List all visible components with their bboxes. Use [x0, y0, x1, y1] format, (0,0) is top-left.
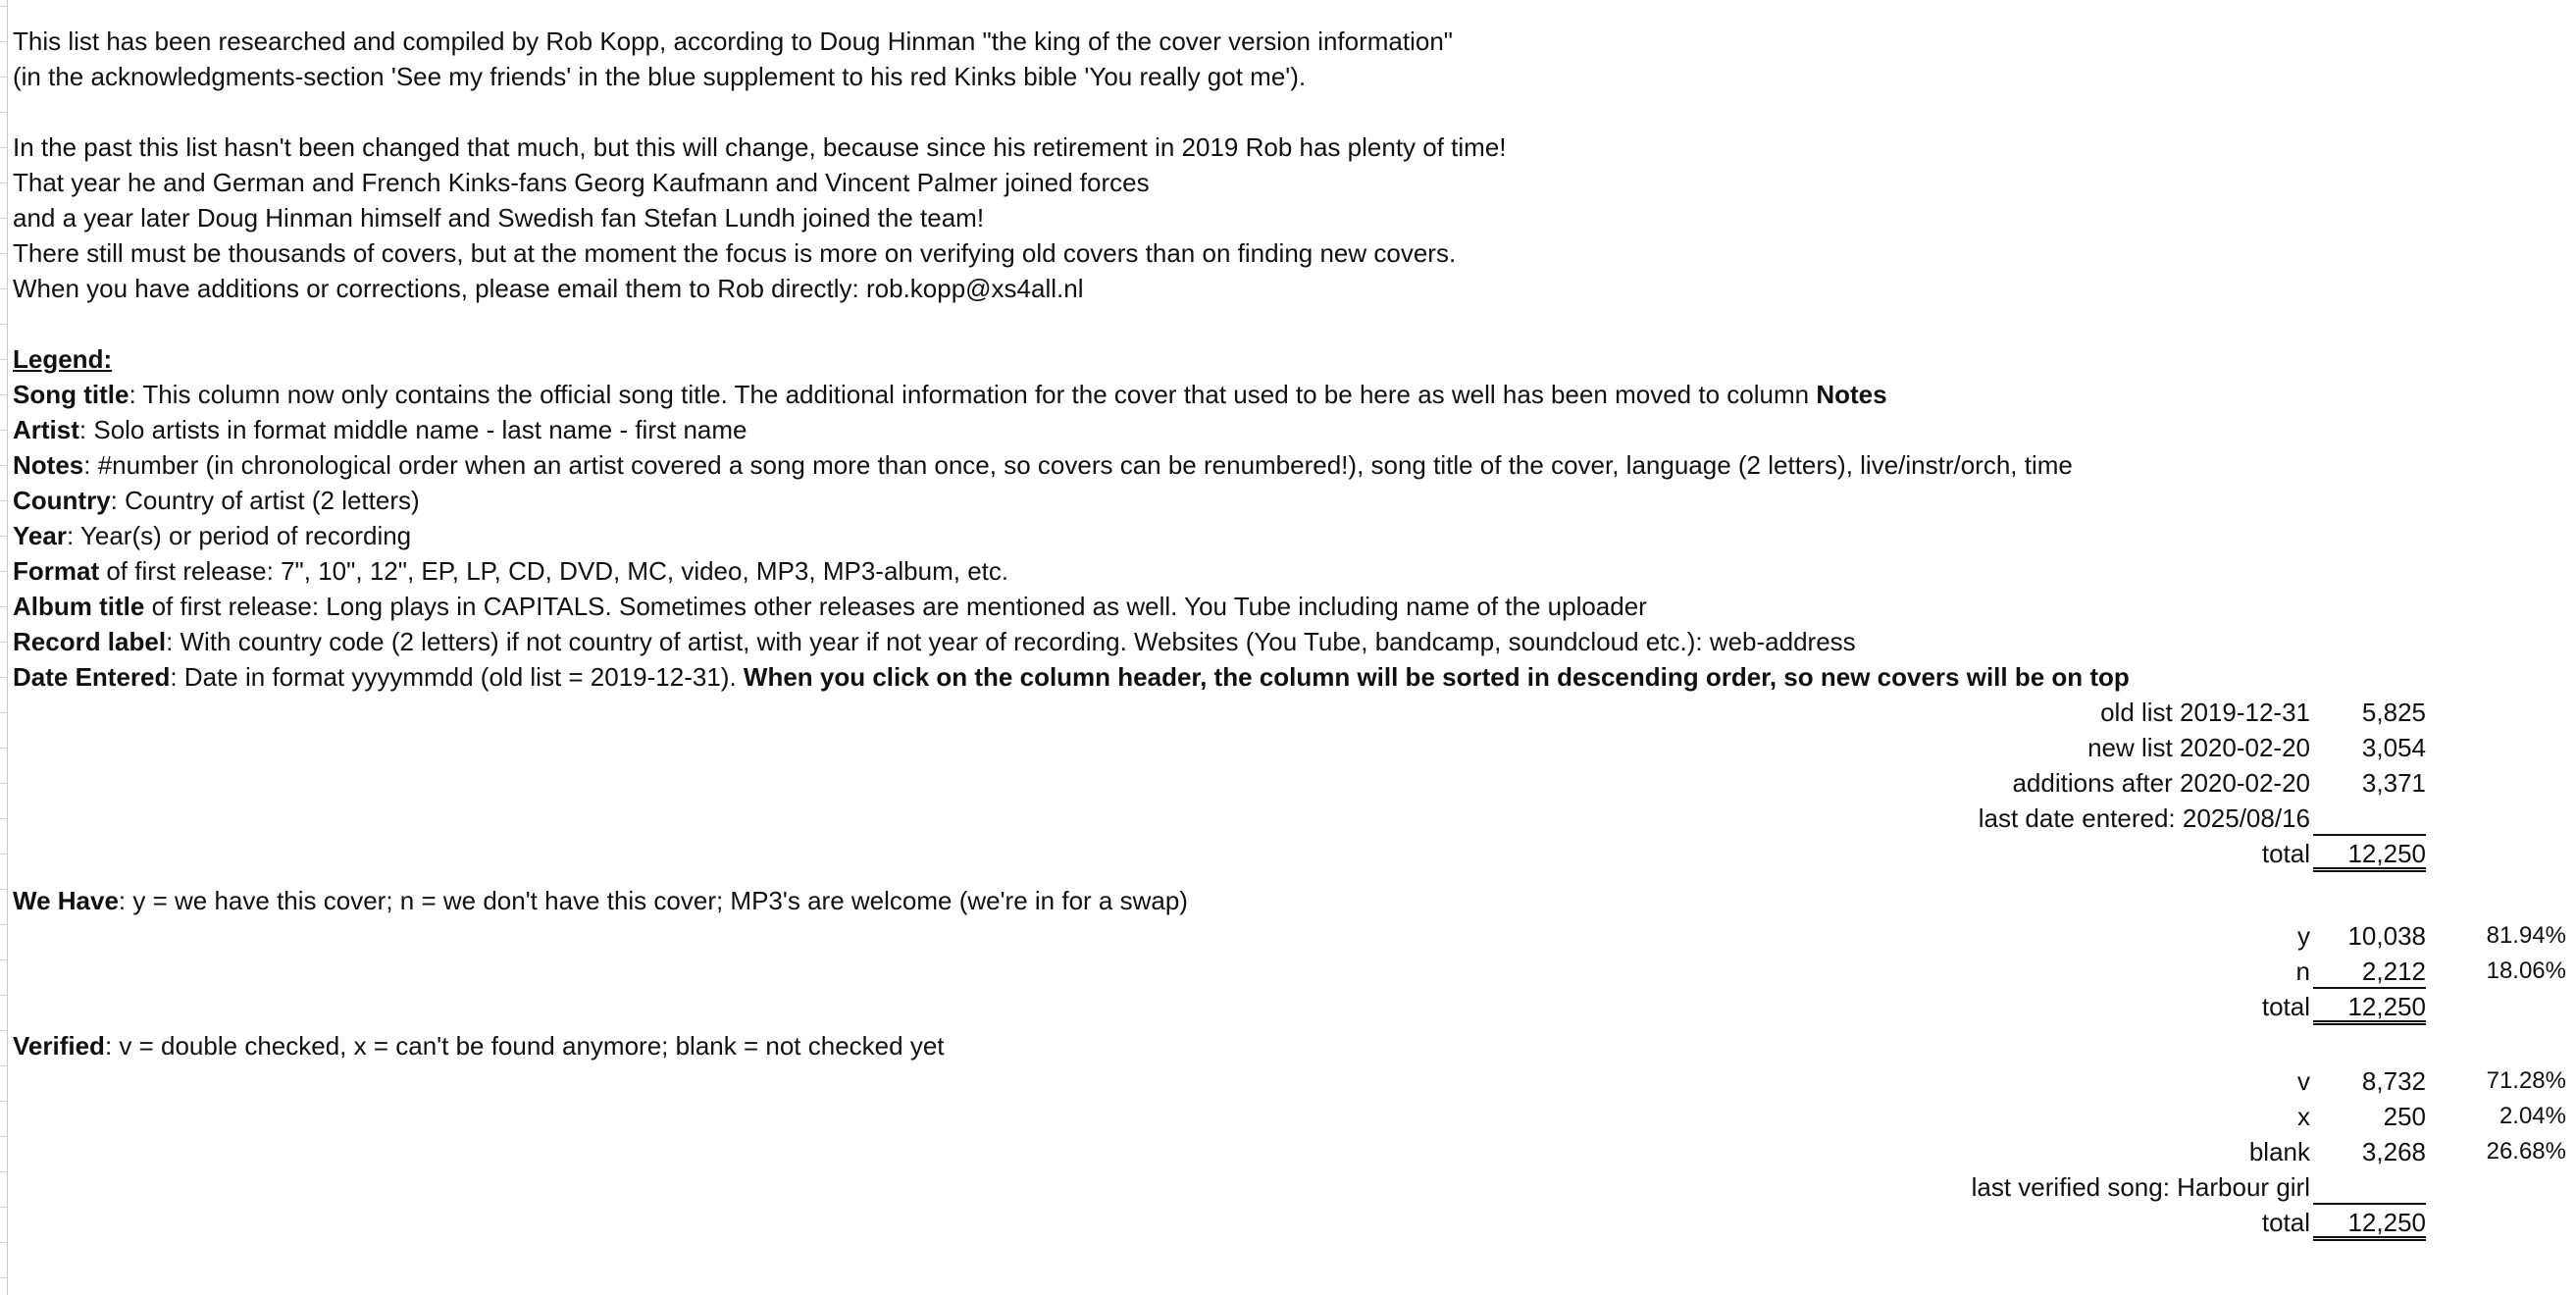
legend-song-title[interactable] [13, 377, 1887, 412]
row-gridline [0, 606, 8, 607]
row-gridline [0, 854, 8, 855]
legend-year[interactable] [13, 518, 411, 553]
old-list-value[interactable]: 5,825 [2361, 698, 2426, 727]
verified-total-label[interactable]: total [2261, 1208, 2310, 1237]
new-list-label[interactable]: new list 2020-02-20 [2087, 733, 2310, 762]
legend-heading[interactable]: Legend: [13, 344, 113, 374]
legend-artist-label: Artist [13, 415, 79, 444]
subtotal-underline[interactable] [2313, 801, 2426, 836]
row-gridline [0, 1136, 8, 1137]
legend-record-label[interactable] [13, 624, 1856, 659]
legend-country-label: Country [13, 486, 111, 515]
row-gridline [0, 818, 8, 819]
row-gridline [0, 253, 8, 254]
legend-date-entered[interactable] [13, 659, 2130, 695]
verified-x-percent[interactable]: 2.04% [2499, 1103, 2566, 1129]
row-gridline [0, 41, 8, 42]
counts-total-label[interactable]: total [2261, 839, 2310, 868]
verified-blank-value[interactable]: 3,268 [2361, 1137, 2426, 1166]
verified-v-label[interactable]: v [2297, 1066, 2310, 1096]
verified-label: Verified [13, 1031, 105, 1061]
legend-record-label-label: Record label [13, 627, 167, 656]
row-gridline [0, 77, 8, 78]
row-gridline [0, 359, 8, 360]
legend-notes[interactable] [13, 447, 2073, 483]
row-gridline [0, 218, 8, 219]
legend-artist-text: : Solo artists in format middle name - last name - first name [78, 415, 747, 444]
verified-text: : v = double checked, x = can't be found anymore; blank = not checked yet [104, 1031, 945, 1061]
legend-format[interactable] [13, 553, 1008, 589]
we-have-label: We Have [13, 886, 119, 915]
we-have-description[interactable] [13, 883, 1188, 918]
row-gridline [0, 500, 8, 501]
legend-song-title-label: Song title [13, 380, 129, 409]
legend-format-label: Format [13, 556, 100, 586]
row-gridline [0, 642, 8, 643]
legend-country-text: : Country of artist (2 letters) [110, 486, 420, 515]
verified-blank-label[interactable]: blank [2248, 1137, 2310, 1166]
verified-subtotal-underline[interactable] [2313, 1169, 2426, 1205]
row-gridline [0, 6, 8, 7]
legend-year-text: : Year(s) or period of recording [66, 521, 412, 550]
we-have-n-label[interactable]: n [2295, 957, 2310, 986]
intro-line-2[interactable]: (in the acknowledgments-section 'See my friends' in the blue supplement to his red Kinks bible 'You really got me'). [13, 62, 1307, 91]
last-verified-song[interactable]: last verified song: Harbour girl [1971, 1172, 2310, 1202]
row-gridline [0, 1171, 8, 1172]
intro-line-5[interactable]: and a year later Doug Hinman himself and Swedish fan Stefan Lundh joined the team! [13, 203, 985, 233]
intro-line-6[interactable]: There still must be thousands of covers, but at the moment the focus is more on verifying old covers than on finding new covers. [13, 238, 1457, 268]
we-have-n-value[interactable]: 2,212 [2313, 954, 2426, 989]
legend-artist[interactable] [13, 412, 747, 447]
row-gridline [0, 924, 8, 925]
row-gridline [0, 677, 8, 678]
legend-date-text: : Date in format yyyymmdd (old list = 2019-12-31). [170, 662, 744, 692]
legend-record-label-text: : With country code (2 letters) if not country of artist, with year if not year of recording. Websites (You Tube, bandcamp, soundcloud etc.): web-address [166, 627, 1856, 656]
row-gridline [0, 1101, 8, 1102]
legend-album-title[interactable] [13, 589, 1647, 624]
old-list-label[interactable]: old list 2019-12-31 [2100, 698, 2310, 727]
row-gridline [0, 465, 8, 466]
intro-line-7[interactable]: When you have additions or corrections, please email them to Rob directly: rob.kopp@xs4all.nl [13, 274, 1084, 303]
last-date-entered[interactable]: last date entered: 2025/08/16 [1978, 803, 2310, 833]
row-gridline [0, 1242, 8, 1243]
row-gridline [0, 571, 8, 572]
row-gridline [0, 147, 8, 148]
legend-song-title-notes: Notes [1816, 380, 1887, 409]
legend-date-bold: When you click on the column header, the column will be sorted in descending order, so new covers will be on top [743, 662, 2130, 692]
verified-blank-percent[interactable]: 26.68% [2486, 1138, 2566, 1165]
row-gridline [0, 748, 8, 749]
row-gridline [0, 394, 8, 395]
row-gridline [0, 112, 8, 113]
row-gridline [0, 1065, 8, 1066]
we-have-total-value[interactable]: 12,250 [2313, 989, 2426, 1025]
legend-year-label: Year [13, 521, 67, 550]
verified-v-value[interactable]: 8,732 [2361, 1066, 2426, 1096]
row-gridline [0, 288, 8, 289]
we-have-y-percent[interactable]: 81.94% [2486, 922, 2566, 949]
row-gridline [0, 324, 8, 325]
legend-format-text: of first release: 7", 10", 12", EP, LP, CD, DVD, MC, video, MP3, MP3-album, etc. [99, 556, 1009, 586]
legend-notes-label: Notes [13, 450, 84, 480]
verified-x-label[interactable]: x [2297, 1102, 2310, 1131]
row-gridline [0, 536, 8, 537]
we-have-total-label[interactable]: total [2261, 992, 2310, 1021]
legend-album-text: of first release: Long plays in CAPITALS. Sometimes other releases are mentioned as well. You Tube including name of the uploader [144, 592, 1647, 621]
legend-album-label: Album title [13, 592, 145, 621]
legend-country[interactable] [13, 483, 420, 518]
row-gridline [0, 959, 8, 960]
verified-x-value[interactable]: 250 [2383, 1102, 2426, 1131]
row-gridline [0, 889, 8, 890]
we-have-y-label[interactable]: y [2297, 921, 2310, 951]
row-gridline [0, 995, 8, 996]
additions-value[interactable]: 3,371 [2361, 768, 2426, 798]
row-gridline [0, 1277, 8, 1278]
row-gridline [0, 712, 8, 713]
intro-line-1[interactable]: This list has been researched and compiled by Rob Kopp, according to Doug Hinman "the king of the cover version information" [13, 26, 1454, 56]
we-have-text: : y = we have this cover; n = we don't have this cover; MP3's are welcome (we're in for a swap) [118, 886, 1188, 915]
counts-total-value[interactable]: 12,250 [2313, 836, 2426, 872]
we-have-n-percent[interactable]: 18.06% [2486, 958, 2566, 984]
legend-date-label: Date Entered [13, 662, 171, 692]
verified-total-value[interactable]: 12,250 [2313, 1205, 2426, 1241]
intro-line-4[interactable]: That year he and German and French Kinks-fans Georg Kaufmann and Vincent Palmer joined forces [13, 168, 1150, 197]
verified-v-percent[interactable]: 71.28% [2486, 1067, 2566, 1094]
we-have-y-value[interactable]: 10,038 [2347, 921, 2426, 951]
legend-notes-text: : #number (in chronological order when an artist covered a song more than once, so covers can be renumbered!), song title of the cover, language (2 letters), live/instr/orch, time [83, 450, 2073, 480]
row-gridline [0, 430, 8, 431]
additions-label[interactable]: additions after 2020-02-20 [2012, 768, 2310, 798]
verified-description[interactable] [13, 1028, 945, 1063]
legend-song-title-text: : This column now only contains the official song title. The additional information for the cover that used to be here as well has been moved to column [129, 380, 1817, 409]
row-gridline [0, 783, 8, 784]
new-list-value[interactable]: 3,054 [2361, 733, 2426, 762]
row-gridline [0, 1030, 8, 1031]
row-gridline [0, 182, 8, 183]
row-gridline [0, 1207, 8, 1208]
intro-line-3[interactable]: In the past this list hasn't been changed that much, but this will change, because since his retirement in 2019 Rob has plenty of time! [13, 132, 1507, 162]
